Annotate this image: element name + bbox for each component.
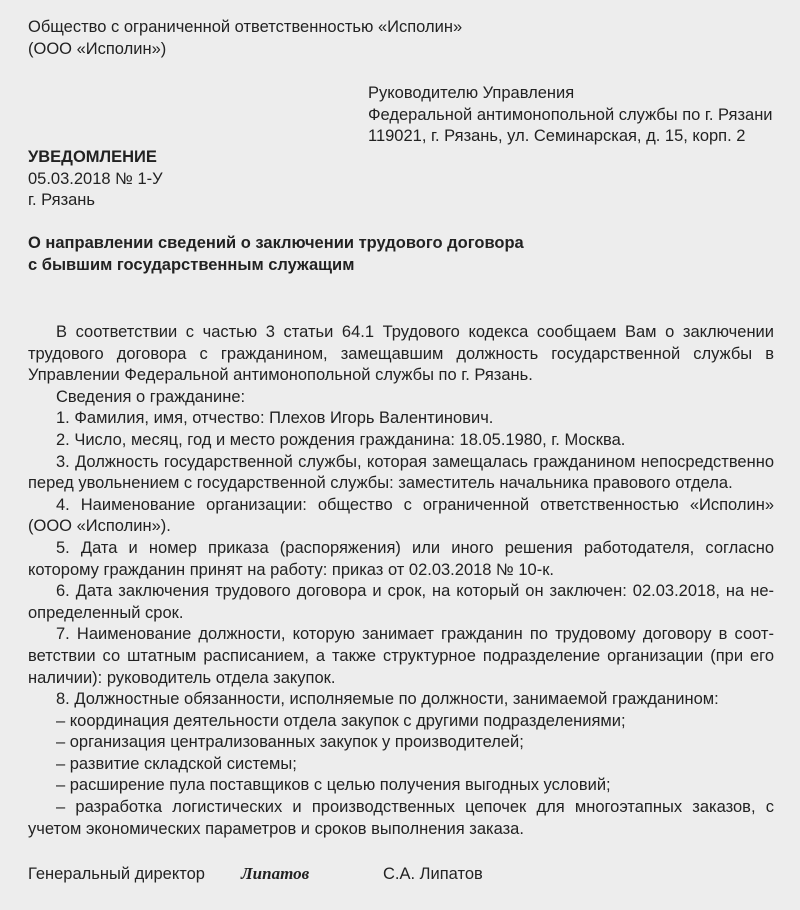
notice-header [28, 147, 163, 212]
body-paragraph: 4. Наименование организации: общество с ограниченной ответственностью «Исполин» (ООО «Исполин»). [28, 495, 774, 536]
duty-list-item: – развитие складской системы; [56, 754, 297, 773]
duty-list-item: – координация деятельности отдела закупок с другими подразделениями; [56, 711, 626, 730]
body-paragraph: 3. Должность государственной службы, которая замещалась гражданином непосредственно перед увольнением с государственной службы: заместитель начальника правового отдела. [28, 452, 774, 493]
duty-list-item: – расширение пула поставщиков с целью получения выгодных условий; [56, 776, 611, 795]
signer-name: С.А. Липатов [383, 865, 483, 883]
sender-block [28, 17, 462, 60]
recipient-line-1: Руководителю Управления [368, 84, 575, 102]
notice-city: г. Рязань [28, 191, 96, 210]
duty-list-item: – разработка логистических и производственных цепочек для многоэтапных заказов, с учетом экономических параметров и сроков выполнения заказа. [28, 798, 774, 838]
letter-body [28, 322, 774, 840]
body-paragraph: 5. Дата и номер приказа (распоряжения) или иного решения работодателя, согласно которому гражданин принят на работу: приказ от 02.03.2018 № 10-к. [28, 538, 774, 579]
body-paragraph: 2. Число, месяц, год и место рождения гражданина: 18.05.1980, г. Москва. [56, 430, 626, 449]
recipient-block [368, 83, 773, 148]
recipient-address: 119021, г. Рязань, ул. Семинарская, д. 15, корп. 2 [368, 127, 746, 146]
handwritten-signature: Липатов [241, 864, 310, 883]
notice-title: УВЕДОМЛЕНИЕ [28, 148, 157, 166]
body-paragraph: 7. Наименование должности, которую занимает гражданин по трудовому договору в соответствии со штатным расписанием, а также структурное подразделение организации (при его наличии): руководитель отдела закупок. [28, 625, 774, 687]
body-paragraph: В соответствии с частью 3 статьи 64.1 Трудового кодекса сообщаем Вам о заключении трудового договора с гражданином, замещавшим должность государственной службы в Управлении Федеральной антимонопольной службы по г. Рязань. [28, 323, 774, 385]
notice-date-number: 05.03.2018 № 1-У [28, 169, 163, 188]
sender-short-name: (ООО «Исполин») [28, 39, 167, 58]
body-paragraph: Сведения о гражданине: [56, 387, 246, 406]
body-paragraph: 1. Фамилия, имя, отчество: Плехов Игорь Валентинович. [56, 409, 494, 428]
subject-line-1: О направлении сведений о заключении трудового договора [28, 234, 524, 252]
signer-position: Генеральный директор [28, 865, 205, 883]
sender-name: Общество с ограниченной ответственностью «Исполин» [28, 18, 463, 36]
subject-line-2: с бывшим государственным служащим [28, 255, 355, 274]
body-paragraph: 8. Должностные обязанности, исполняемые по должности, занимаемой гражданином: [56, 690, 719, 709]
duty-list-item: – организация централизованных закупок у производителей; [56, 733, 524, 752]
recipient-line-2: Федеральной антимонопольной службы по г. Рязани [368, 105, 773, 124]
subject-heading [28, 233, 524, 276]
body-paragraph: 6. Дата заключения трудового договора и срок, на который он заключен: 02.03.2018, на неопределенный срок. [28, 582, 774, 622]
